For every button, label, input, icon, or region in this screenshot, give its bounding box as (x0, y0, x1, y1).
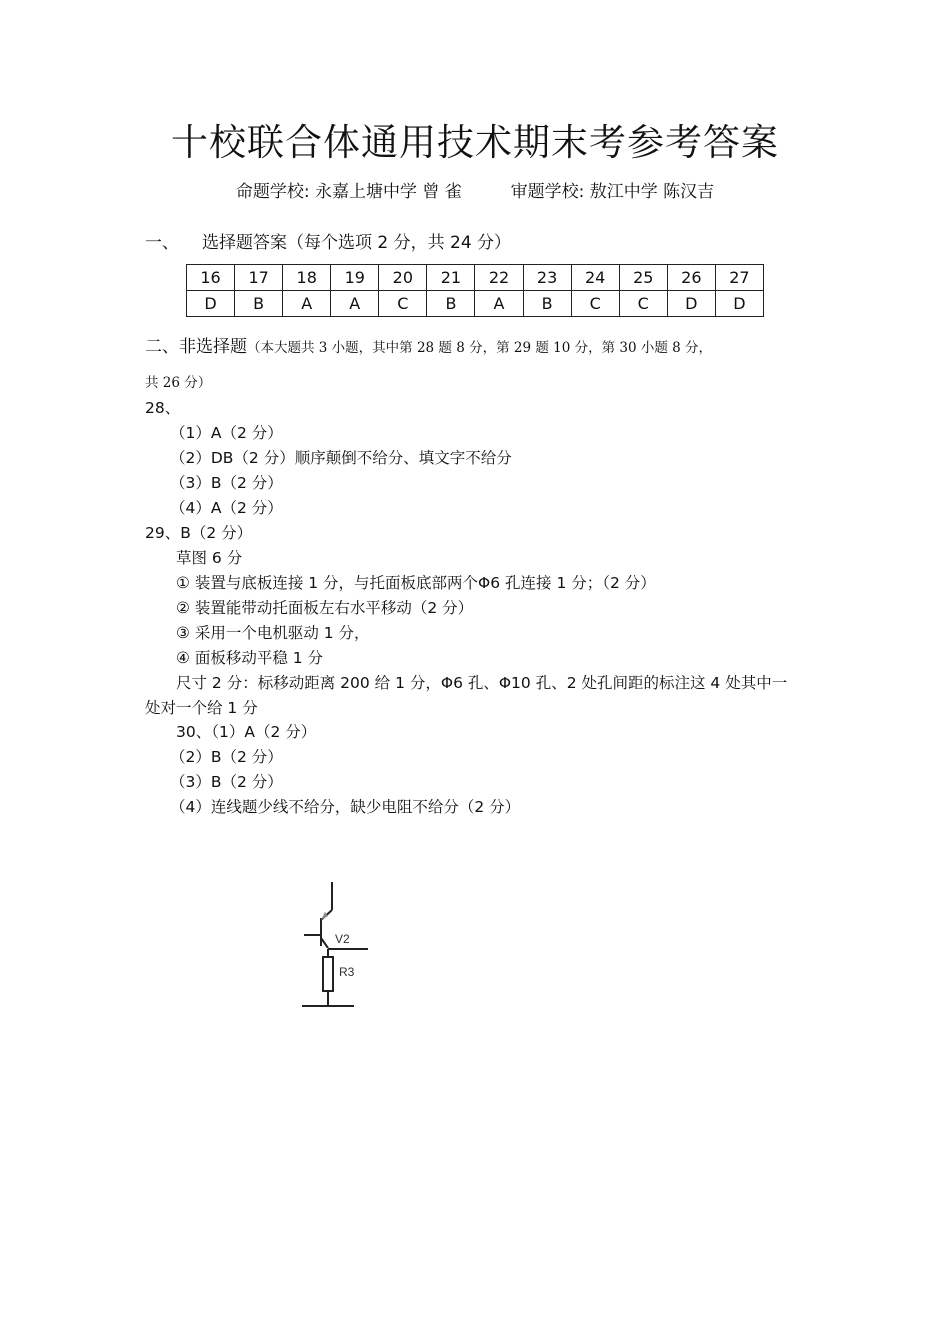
section1-title: 选择题答案（每个选项 2 分，共 24 分） (202, 233, 512, 253)
answer-table-question-row (187, 265, 764, 291)
table-cell: 18 (283, 265, 331, 291)
table-cell: 17 (235, 265, 283, 291)
section2-heading (145, 332, 712, 357)
section2-title: 二、非选择题 (145, 337, 247, 357)
q30-item: （3）B（2 分） (170, 773, 283, 791)
q29-dimension-cont: 处对一个给 1 分 (145, 699, 258, 717)
collector-arrow-icon (321, 912, 328, 920)
table-cell: 26 (667, 265, 715, 291)
table-cell: A (283, 291, 331, 317)
table-cell: 27 (715, 265, 763, 291)
q29-item: ④ 面板移动平稳 1 分 (176, 649, 324, 667)
q28-item: （2）DB（2 分）顺序颠倒不给分、填文字不给分 (170, 449, 512, 467)
resistor-label: R3 (339, 965, 355, 979)
q28-item: （3）B（2 分） (170, 474, 283, 492)
q28-item: （4）A（2 分） (170, 499, 283, 517)
answer-table (186, 264, 764, 317)
table-cell: D (715, 291, 763, 317)
reviewer-label: 审题学校: (510, 182, 585, 202)
table-cell: B (523, 291, 571, 317)
q28-item: （1）A（2 分） (170, 424, 283, 442)
emitter-lead (321, 938, 328, 948)
table-cell: D (187, 291, 235, 317)
answer-table-answer-row (187, 291, 764, 317)
author-label: 命题学校: (235, 182, 310, 202)
table-cell: 25 (619, 265, 667, 291)
q30-item: （2）B（2 分） (170, 748, 283, 766)
table-cell: C (619, 291, 667, 317)
table-cell: A (475, 291, 523, 317)
author-school: 永嘉上塘中学 (314, 182, 417, 202)
page-title: 十校联合体通用技术期末考参考答案 (171, 121, 779, 164)
table-cell: 16 (187, 265, 235, 291)
reviewer-name: 陈汉吉 (663, 182, 715, 202)
section2-note: （本大题共 3 小题，其中第 28 题 8 分，第 29 题 10 分，第 30 小题 8 分， (247, 340, 713, 356)
q29-dimension: 尺寸 2 分：标移动距离 200 给 1 分，Φ6 孔、Φ10 孔、2 处孔间距的标注这 4 处其中一 (176, 674, 788, 692)
table-cell: 22 (475, 265, 523, 291)
table-cell: C (571, 291, 619, 317)
reviewer-school: 敖江中学 (589, 182, 658, 202)
q30-label: 30、（1）A（2 分） (176, 723, 317, 741)
q29-item: ① 装置与底板连接 1 分，与托面板底部两个Φ6 孔连接 1 分；（2 分） (176, 574, 656, 592)
author-line (0, 177, 950, 202)
table-cell: 24 (571, 265, 619, 291)
q28-label: 28、 (145, 399, 181, 417)
section1-number: 一、 (145, 233, 179, 253)
q30-item: （4）连线题少线不给分，缺少电阻不给分（2 分） (170, 798, 521, 816)
q29-sketch-title: 草图 6 分 (176, 549, 243, 567)
table-cell: 19 (331, 265, 379, 291)
resistor-body (323, 957, 333, 991)
table-cell: A (331, 291, 379, 317)
table-cell: 21 (427, 265, 475, 291)
author-name: 曾 雀 (422, 182, 462, 202)
q29-label: 29、B（2 分） (145, 524, 253, 542)
table-cell: D (667, 291, 715, 317)
circuit-diagram (290, 878, 380, 1010)
section2-note-cont: 共 26 分） (145, 375, 212, 391)
transistor-label: V2 (335, 932, 350, 946)
table-cell: B (427, 291, 475, 317)
table-cell: B (235, 291, 283, 317)
table-cell: 23 (523, 265, 571, 291)
table-cell: 20 (379, 265, 427, 291)
q29-item: ② 装置能带动托面板左右水平移动（2 分） (176, 599, 474, 617)
table-cell: C (379, 291, 427, 317)
q29-item: ③ 采用一个电机驱动 1 分， (176, 624, 370, 642)
